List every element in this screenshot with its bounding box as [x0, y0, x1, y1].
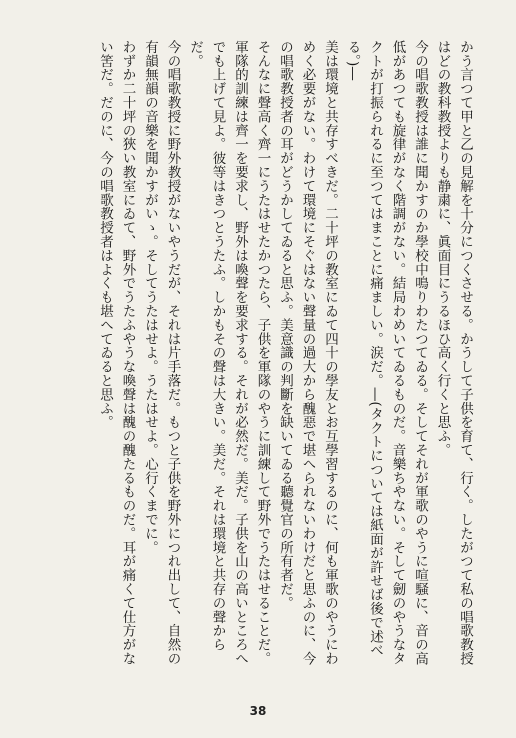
paragraph-5: 今の唱歌教授に野外教授がないやうだが、それは片手落だ。もつと子供を野外につれ出して、自然の有韻無韻の音樂を聞かすがいゝ。そしてうたはせよ。うたはせよ。心行くまでに。: [142, 40, 181, 666]
paragraph-1: かう言つて甲と乙の見解を十分につくさせる。かうして子供を育て、行く。したがつて私の唱歌教授はどの教科教授よりも静粛に、眞面目にうるほひ高く行くと思ふ。: [434, 40, 473, 666]
paragraph-4: そんなに聲高く齊一にうたはせたかつたら、子供を軍隊のやうに訓練して野外でうたはせることだ。軍隊的訓練は齊一を要求し、野外は喚聲を要求する。それが必然だ。美だ。子供を山の高いところへでも上げて見よ。彼等はきつとうたふ。しかもその聲は大きい。美だ。それは環境と共存の聲からだ。: [187, 40, 271, 666]
paragraph-3: 美は環境と共存すべきだ。二十坪の教室にゐて四十の學友とお互學習するのに、何も軍歌のやうにわめく必要がない。わけて環境にそぐはない聲量の過大から醜惡で堪へられないわけだと思ふのに、今の唱歌教授者の耳がどうかしてゐると思ふ。美意識の判斷を缺いてゐる聽覺官の所有者だ。: [277, 40, 338, 666]
paragraph-6: わずか二十坪の狹い教室にゐて、野外でうたふやうな喚聲は醜の醜たるものだ。耳が痛くて仕方がない筈だ。だのに、今の唱歌教授者はよくも堪へてゐると思ふ。: [97, 40, 136, 666]
vertical-text-body: [36, 40, 476, 670]
page-number: 38: [249, 704, 267, 718]
paragraph-2: 今の唱歌教授は誰に聞かすのか學校中鳴りわたつてゐる。そしてそれが軍歌のやうに喧騒に、音の高低があつても旋律がなく階調がない。結局わめいてゐるものだ。音樂ちやない。そして劒のやうなタクトが打振られるに至つてはまことに痛ましい。涙だ。―(タクトについては紙面が許せば後で述べる。)―: [344, 40, 428, 666]
